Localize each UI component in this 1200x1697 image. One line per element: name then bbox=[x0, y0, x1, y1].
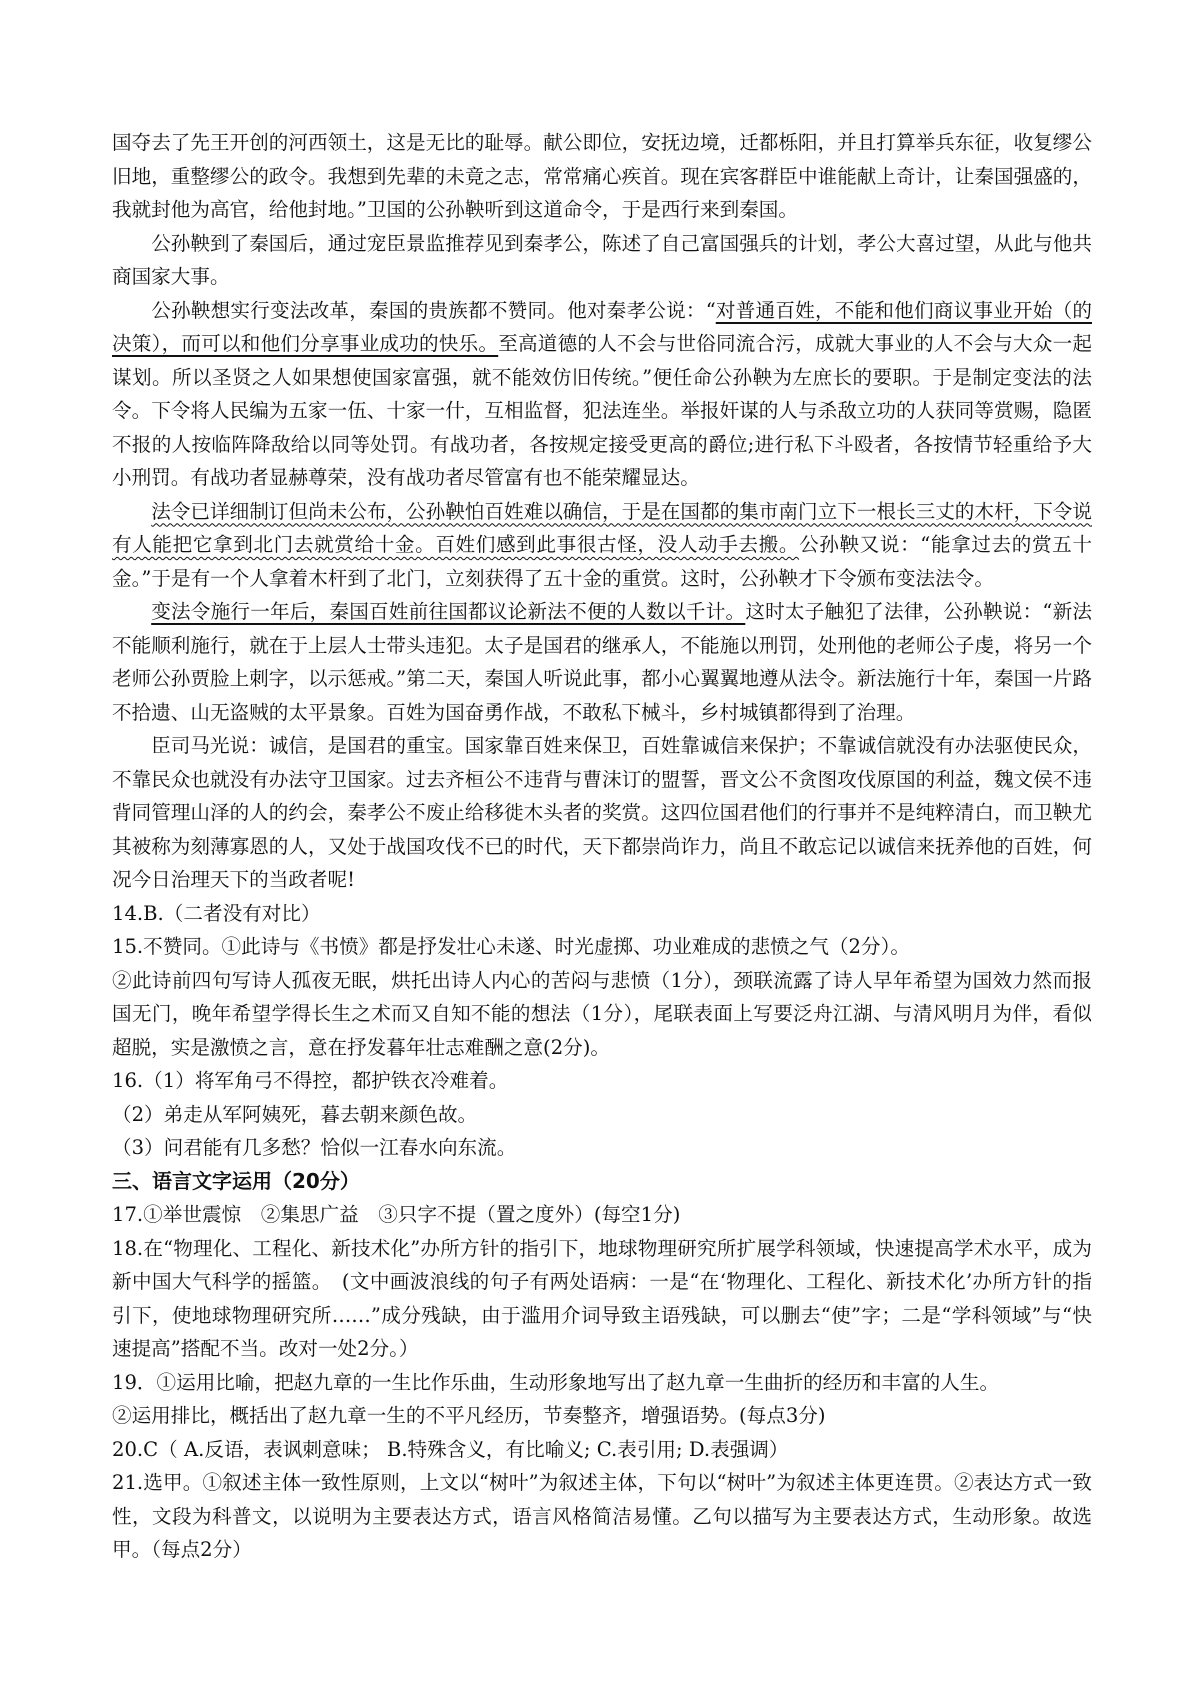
answer-15-part-2: ②此诗前四句写诗人孤夜无眠，烘托出诗人内心的苦闷与悲愤（1分），颈联流露了诗人早年希望为国效力然而报国无门，晚年希望学得长生之术而又自知不能的想法（1分），尾联表面上写要泛舟江湖、与清风明月为伴，看似超脱，实是激愤之言，意在抒发暮年壮志难酬之意(2分)。 bbox=[112, 968, 1092, 1059]
answer-17: 17.①举世震惊 ②集思广益 ③只字不提（置之度外）(每空1分) bbox=[112, 1203, 681, 1226]
underlined-sentence: 变法令施行一年后，秦国百姓前往国都议论新法不便的人数以千计。 bbox=[151, 600, 746, 623]
answer-16-part-1: 16.（1）将军角弓不得控，都护铁衣冷难着。 bbox=[112, 1069, 509, 1092]
answer-18: 18.在“物理化、工程化、新技术化”办所方针的指引下，地球物理研究所扩展学科领域，快速提高学术水平，成为新中国大气科学的摇篮。 (文中画波浪线的句子有两处语病：一是“在‘物理化、工程化、新技术化’办所方针的指引下，使地球物理研究所……”成分残缺，由于滥用介词导致主语残缺，可以删去“使”字；二是“学科领域”与“快速提高”搭配不当。改对一处2分。） bbox=[112, 1236, 1092, 1360]
answer-19-part-1: 19．①运用比喻，把赵九章的一生比作乐曲，生动形象地写出了赵九章一生曲折的经历和丰富的人生。 bbox=[112, 1370, 1000, 1394]
passage-text: 公孙鞅又说：“能拿过去的赏五十金。”于是有一个人拿着木杆到了北门，立刻获得了五十金的重赏。这时，公孙鞅才下令颁布变法法令。 bbox=[112, 533, 1092, 590]
passage-paragraph-4 bbox=[112, 595, 1092, 729]
answer-16-part-3: （3）问君能有几多愁？恰似一江春水向东流。 bbox=[112, 1136, 517, 1159]
passage-paragraph-0: 国夺去了先王开创的河西领土，这是无比的耻辱。献公即位，安抚边境，迁都栎阳，并且打算举兵东征，收复缪公旧地，重整缪公的政令。我想到先辈的未竟之志，常常痛心疾首。现在宾客群臣中谁能献上奇计，让秦国强盛的，我就封他为高官，给他封地。”卫国的公孙鞅听到这道命令，于是西行来到秦国。 bbox=[112, 131, 1092, 221]
wavy-underlined-sentence: 法令已详细制订但尚未公布，公孙鞅怕百姓难以确信，于是在国都的集市南门立下一根长三丈的木杆，下令说有人能把它拿到北门去就赏给十金。百姓们感到此事很古怪，没人动手去搬。 bbox=[112, 499, 1092, 556]
answer-16-part-2: （2）弟走从军阿姨死，暮去朝来颜色故。 bbox=[112, 1102, 478, 1126]
passage-text: 公孙鞅想实行变法改革，秦国的贵族都不赞同。他对秦孝公说：“ bbox=[151, 298, 716, 322]
passage-paragraph-5: 臣司马光说：诚信，是国君的重宝。国家靠百姓来保卫，百姓靠诚信来保护；不靠诚信就没有办法驱使民众，不靠民众也就没有办法守卫国家。过去齐桓公不违背与曹沫订的盟誓，晋文公不贪图攻伐原国的利益，魏文侯不违背同管理山泽的人的约会，秦孝公不废止给移徙木头者的奖赏。这四位国君他们的行事并不是纯粹清白，而卫鞅尤其被称为刻薄寡恩的人，又处于战国攻伐不已的时代，天下都崇尚诈力，尚且不敢忘记以诚信来抚养他的百姓，何况今日治理天下的当政者呢! bbox=[112, 734, 1092, 891]
passage-text: 这时太子触犯了法律，公孙鞅说：“新法不能顺利施行，就在于上层人士带头违犯。太子是国君的继承人，不能施以刑罚，处刑他的老师公子虔，将另一个老师公孙贾脸上刺字，以示惩戒。”第二天，秦国人听说此事，都小心翼翼地遵从法令。新法施行十年，秦国一片路不拾遗、山无盗贼的太平景象。百姓为国奋勇作战，不敢私下械斗，乡村城镇都得到了治理。 bbox=[112, 600, 1092, 724]
answer-14: 14.B.（二者没有对比） bbox=[112, 901, 321, 925]
answer-15-part-1: 15.不赞同。①此诗与《书愤》都是抒发壮心未遂、时光虚掷、功业难成的悲愤之气（2分）。 bbox=[112, 935, 910, 958]
answer-20: 20.C（ A.反语，表讽刺意味； B.特殊含义，有比喻义; C.表引用; D.表强调） bbox=[112, 1437, 789, 1461]
passage-paragraph-1: 公孙鞅到了秦国后，通过宠臣景监推荐见到秦孝公，陈述了自己富国强兵的计划，孝公大喜过望，从此与他共商国家大事。 bbox=[112, 231, 1092, 288]
passage-paragraph-2 bbox=[112, 294, 1092, 495]
underlined-sentence: 对普通百姓，不能和他们商议事业开始（的决策），而可以和他们分享事业成功的快乐。 bbox=[112, 298, 1092, 355]
answer-21: 21.选甲。①叙述主体一致性原则，上文以“树叶”为叙述主体，下句以“树叶”为叙述主体更连贯。②表达方式一致性，文段为科普文，以说明为主要表达方式，语言风格简洁易懂。乙句以描写为主要表达方式，生动形象。故选甲。（每点2分） bbox=[112, 1471, 1092, 1561]
section-heading: 三、语言文字运用（20分） bbox=[112, 1168, 360, 1193]
answer-19-part-2: ②运用排比，概括出了赵九章一生的不平凡经历，节奏整齐，增强语势。(每点3分) bbox=[112, 1404, 826, 1427]
passage-paragraph-3 bbox=[112, 495, 1092, 596]
document-page bbox=[112, 126, 1092, 1567]
passage-text: 至高道德的人不会与世俗同流合污，成就大事业的人不会与大众一起谋划。所以圣贤之人如果想使国家富强，就不能效仿旧传统。”便任命公孙鞅为左庶长的要职。于是制定变法的法令。下令将人民编为五家一伍、十家一什，互相监督，犯法连坐。举报奸谋的人与杀敌立功的人获同等赏赐，隐匿不报的人按临阵降敌给以同等处罚。有战功者，各按规定接受更高的爵位;进行私下斗殴者，各按情节轻重给予大小刑罚。有战功者显赫尊荣，没有战功者尽管富有也不能荣耀显达。 bbox=[112, 332, 1092, 489]
